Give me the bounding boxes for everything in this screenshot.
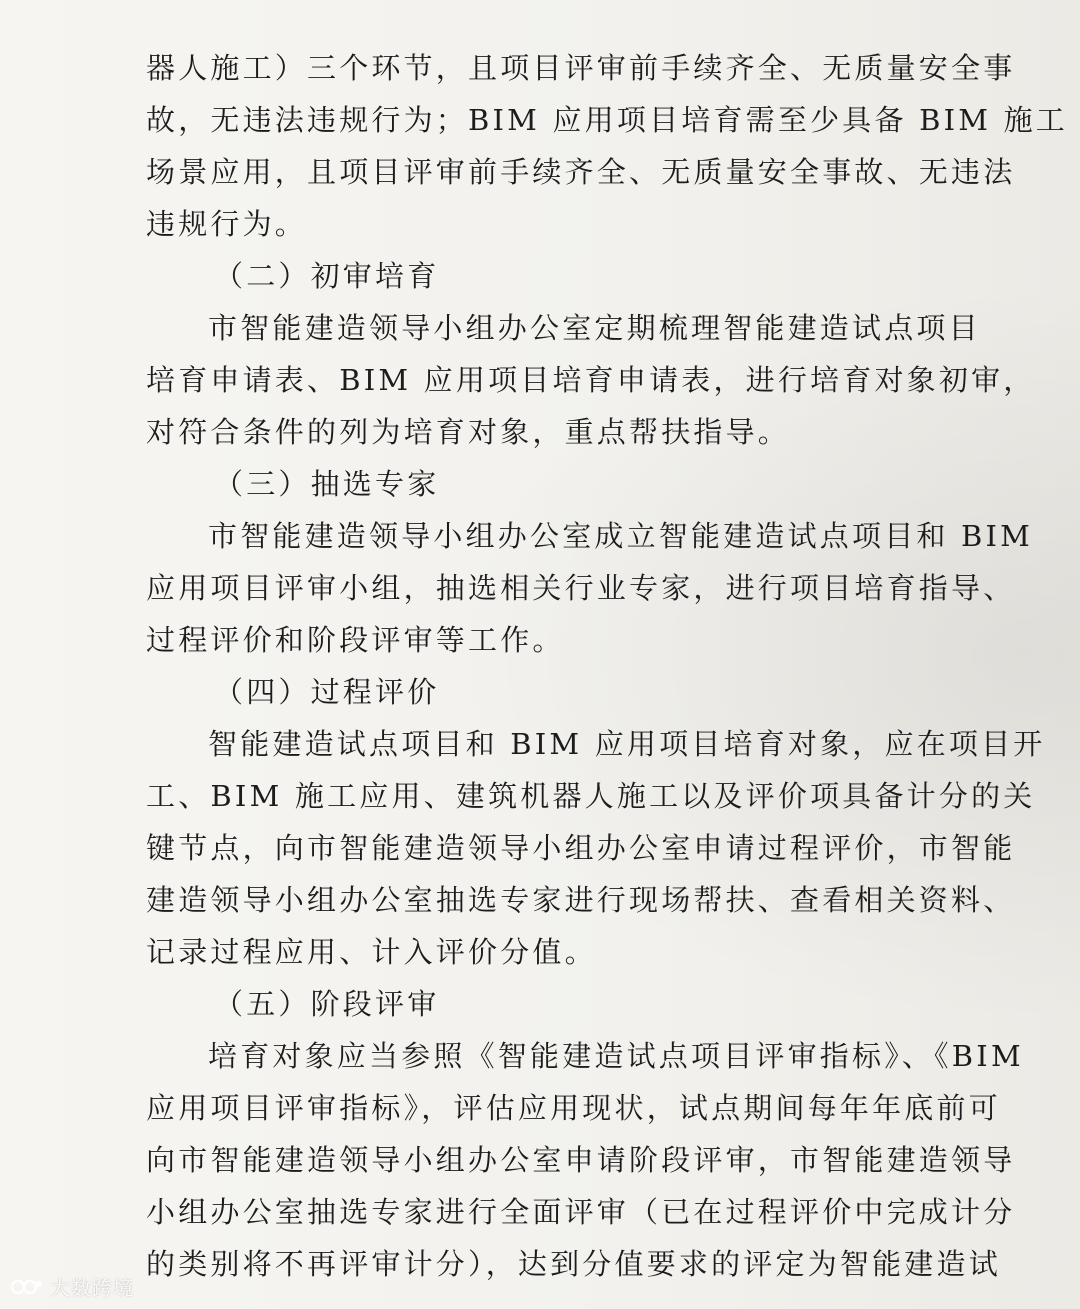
text-line: 培育对象应当参照《智能建造试点项目评审指标》、《BIM	[208, 1039, 1024, 1073]
text-line: 故，无违法违规行为；BIM 应用项目培育需至少具备 BIM 施工	[146, 103, 1068, 137]
text-line: 对符合条件的列为培育对象，重点帮扶指导。	[146, 415, 791, 449]
text-line: 应用项目评审指标》，评估应用现状，试点期间每年年底前可	[146, 1091, 1001, 1125]
text-line: 智能建造试点项目和 BIM 应用项目培育对象，应在项目开	[208, 727, 1046, 761]
watermark-logo-icon	[10, 1275, 44, 1299]
text-line: 市智能建造领导小组办公室定期梳理智能建造试点项目	[208, 311, 981, 345]
text-line: 的类别将不再评审计分），达到分值要求的评定为智能建造试	[146, 1247, 1001, 1281]
section-heading: （五）阶段评审	[214, 987, 440, 1021]
document-body	[146, 42, 1068, 1290]
text-line: 向市智能建造领导小组办公室申请阶段评审，市智能建造领导	[146, 1143, 1016, 1177]
text-line: 违规行为。	[146, 207, 308, 241]
watermark	[10, 1272, 134, 1301]
text-line: 过程评价和阶段评审等工作。	[146, 623, 565, 657]
text-line: 场景应用，且项目评审前手续齐全、无质量安全事故、无违法	[146, 155, 1016, 189]
text-line: 工、BIM 施工应用、建筑机器人施工以及评价项具备计分的关	[146, 779, 1036, 813]
text-line: 培育申请表、BIM 应用项目培育申请表，进行培育对象初审，	[146, 363, 1036, 397]
text-line: 器人施工）三个环节，且项目评审前手续齐全、无质量安全事	[146, 51, 1016, 85]
text-line: 小组办公室抽选专家进行全面评审（已在过程评价中完成计分	[146, 1195, 1016, 1229]
text-line: 市智能建造领导小组办公室成立智能建造试点项目和 BIM	[208, 519, 1034, 553]
text-line: 建造领导小组办公室抽选专家进行现场帮扶、查看相关资料、	[146, 883, 1016, 917]
text-line: 应用项目评审小组，抽选相关行业专家，进行项目培育指导、	[146, 571, 1016, 605]
watermark-text: 大数跨境	[50, 1276, 134, 1300]
section-heading: （四）过程评价	[214, 675, 440, 709]
text-line: 记录过程应用、计入评价分值。	[146, 935, 597, 969]
text-line: 键节点，向市智能建造领导小组办公室申请过程评价，市智能	[146, 831, 1016, 865]
section-heading: （三）抽选专家	[214, 467, 440, 501]
section-heading: （二）初审培育	[214, 259, 440, 293]
